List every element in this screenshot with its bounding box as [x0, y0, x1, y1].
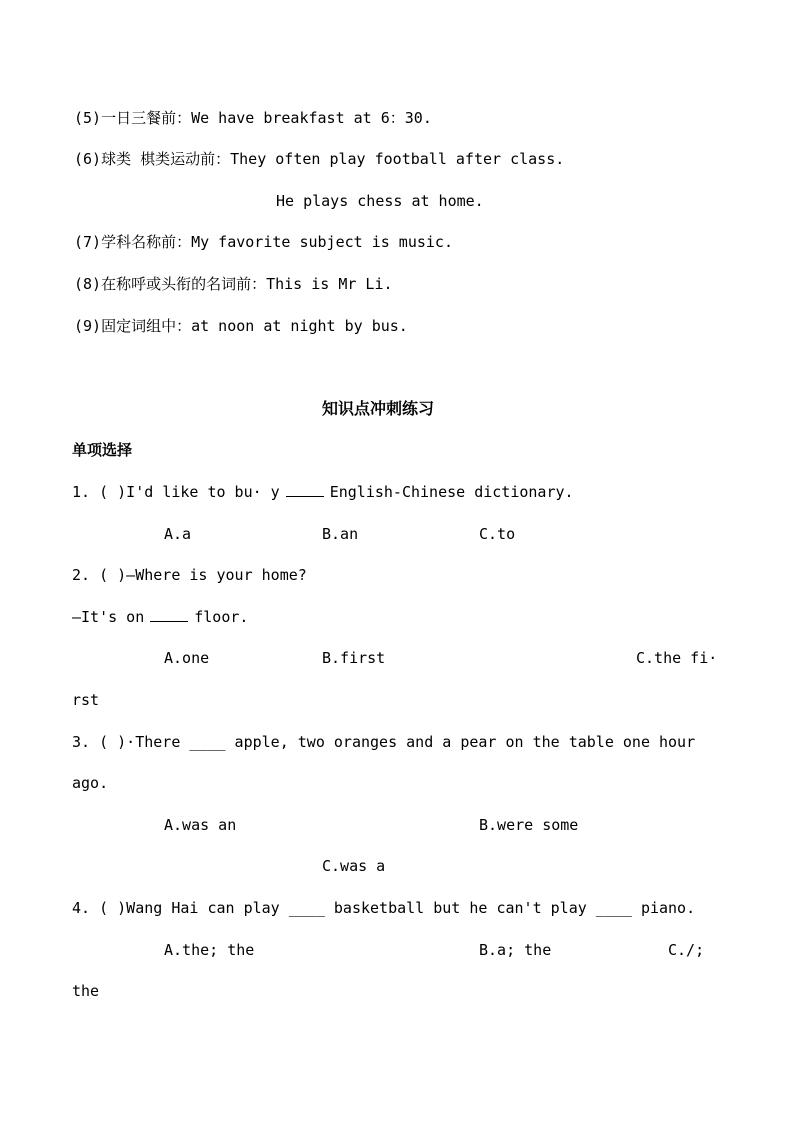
question-2-option-c: C.the fi·: [636, 649, 718, 667]
question-3-option-c: C.was a: [322, 857, 386, 875]
question-1-option-c: C.to: [479, 525, 516, 543]
question-4-option-a: A.the; the: [164, 941, 255, 959]
question-2-suffix: floor.: [194, 608, 249, 626]
rule-line-8: (8)在称呼或头衔的名词前：This is Mr Li.: [74, 275, 393, 293]
question-3-stem: 3. ( )·There ____ apple, two oranges and a pear on the table one hour: [72, 733, 696, 751]
rule-line-6-example: He plays chess at home.: [276, 192, 484, 210]
question-1-option-a: A.a: [164, 525, 192, 543]
question-2-option-b: B.first: [322, 649, 386, 667]
rule-line-7: (7)学科名称前：My favorite subject is music.: [74, 233, 453, 251]
question-1-option-b: B.an: [322, 525, 359, 543]
question-3-option-b: B.were some: [479, 816, 579, 834]
question-2-answer-line: [72, 607, 248, 627]
question-1-stem: [72, 482, 574, 502]
question-1-suffix: English-Chinese dictionary.: [329, 483, 574, 501]
question-2-stem: 2. ( )—Where is your home?: [72, 566, 307, 584]
question-2-prefix: —It's on: [72, 608, 145, 626]
rule-line-6: (6)球类 棋类运动前：They often play football after class.: [74, 150, 565, 168]
question-2-option-a: A.one: [164, 649, 210, 667]
rule-line-5: (5)一日三餐前：We have breakfast at 6：30.: [74, 109, 432, 127]
question-1-blank: [286, 482, 324, 497]
question-2-blank: [150, 607, 188, 622]
rule-line-9: (9)固定词组中：at noon at night by bus.: [74, 317, 408, 335]
question-3-wrap: ago.: [72, 774, 109, 792]
question-2-wrap: rst: [72, 691, 100, 709]
question-4-option-c: C./;: [668, 941, 705, 959]
question-4-stem: 4. ( )Wang Hai can play ____ basketball but he can't play ____ piano.: [72, 899, 696, 917]
page-heading: 知识点冲刺练习: [322, 399, 435, 418]
question-4-wrap: the: [72, 982, 100, 1000]
question-4-option-b: B.a; the: [479, 941, 552, 959]
question-3-option-a: A.was an: [164, 816, 237, 834]
question-1-prefix: 1. ( )I'd like to bu· y: [72, 483, 280, 501]
section-title: 单项选择: [72, 441, 133, 459]
